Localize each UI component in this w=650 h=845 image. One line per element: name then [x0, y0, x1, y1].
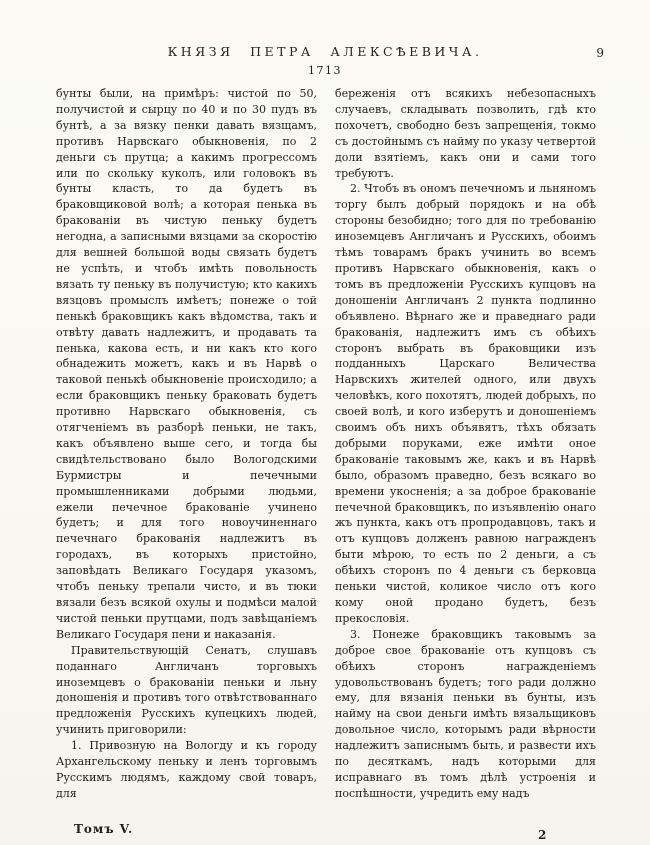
text-columns: [56, 86, 597, 820]
left-column: [56, 86, 317, 820]
paragraph: бунты были, на примѣръ: чистой по 50, получистой и сырцу по 40 и по 30 пудъ въ бунтѣ, а за вязку пенки давать вязщамъ, противъ Нарвскаго обыкновенія, по 2 деньги съ прутца; а какимъ прогрессомъ или по скольку куколъ, или головокъ въ бунты класть, то да будетъ въ браковщиковой волѣ; а которая пенька въ бракованіи въ чистую пеньку будетъ негодна, а записными вязцами за скоростію для вешней большой воды связать будетъ не успѣть, и чтобъ имѣть повольность вязать ту пеньку въ получистую; кто какихъ вязцовъ промыслъ имѣетъ; понеже о той пенькѣ браковщикъ какъ вѣдомства, такъ и отвѣту давать надлежитъ, и продавать та пенька, какова есть, и ни какъ кто кого обнадежить можетъ, какъ и въ Нарвѣ о таковой пенькѣ обыкновеніе происходило; а если браковщикъ пеньку браковать будетъ противно Нарвскаго обыкновенія, съ отягченіемъ въ разборѣ пеньки, не такъ, какъ объявлено выше сего, и тогда бы свидѣтельствовано было Вологодскими Бурмистры и печечными промышленниками добрыми людьми, ежели печечное бракованіе учинено будетъ; и для того новоучиненнаго печечнаго бракованія надлежитъ въ городахъ, въ которыхъ пристойно, заповѣдать Великаго Государя указомъ, чтобъ пеньку трепали чисто, и въ тюки вязали безъ всякой охулы и подмѣси малой чистой пеньки прутцами, подъ завѣщаніемъ Великаго Государя пени и наказанія.: [56, 87, 317, 641]
year-heading: 1713: [308, 64, 342, 77]
paragraph: 3. Понеже браковщикъ таковымъ за доброе свое бракованіе отъ купцовъ съ обѣихъ сторонъ награжденіемъ удовольствованъ будетъ; того ради должно ему, для вязанія пеньки въ бунты, изъ найму на свои деньги имѣть вязальщиковъ довольное число, которымъ ради вѣрности надлежитъ записнымъ быть, и развести ихъ по десяткамъ, надъ которыми для исправнаго въ томъ дѣлѣ устроенія и поспѣшности, учредить ему надъ: [335, 627, 596, 800]
volume-label: Томъ V.: [74, 822, 134, 836]
paragraph: береженія отъ всякихъ небезопасныхъ случаевъ, складывать позволить, гдѣ кто похочетъ, свободно безъ запрещенія, токмо съ достойнымъ съ найму по указу четвертой доли взятіемъ, какъ они и сами того требуютъ.: [335, 87, 596, 180]
running-head: [0, 44, 650, 59]
paragraph: 2. Чтобъ въ ономъ печечномъ и льняномъ торгу былъ добрый порядокъ и на обѣ стороны безобидно; того для по требованію иноземцевъ Англичанъ и Русскихъ, обоимъ тѣмъ товарамъ бракъ учинить во всемъ противъ Нарвскаго обыкновенія, какъ о томъ въ предложеніи Русскихъ купцовъ на доношеніи Англичанъ 2 пункта подлинно объявлено. Вѣрнаго же и праведнаго ради бракованія, надлежитъ имъ съ обѣихъ сторонъ выбрать въ браковщики изъ подданныхъ Царскаго Величества Нарвскихъ жителей одного, или двухъ человѣкъ, кого похотятъ, людей добрыхъ, по своей волѣ, и кого изберутъ и доношеніемъ своимъ объ нихъ объявятъ, тѣхъ обязать добрыми поруками, еже имѣти оное бракованіе таковымъ же, какъ и въ Нарвѣ было, образомъ праведно, безъ всякаго во времени укосненія; а за доброе бракованіе печечной браковщикъ, по изъявленію онаго жъ пункта, какъ отъ пропродавцовъ, такъ и отъ купцовъ долженъ равною награжденъ быти мѣрою, то есть по 2 деньги, а съ обѣихъ сторонъ по 4 деньги съ берковца пеньки чистой, коликое число отъ кого кому оной продано будетъ, безъ прекословія.: [335, 182, 596, 625]
running-title: КНЯЗЯ ПЕТРА АЛЕКСѢЕВИЧА.: [167, 44, 483, 59]
paragraph: 1. Привозную на Вологду и къ городу Архангельскому пеньку и ленъ торговымъ Русскимъ людямъ, каждому свой товаръ, для: [56, 739, 317, 800]
page-number: 9: [596, 46, 604, 60]
paragraph: Правительствующій Сенатъ, слушавъ поданнаго Англичанъ торговыхъ иноземцевъ о бракованіи пеньки и льну доношенія и противъ того отвѣтствованнаго предложенія Русскихъ купецкихъ людей, учинить приговорили:: [56, 643, 317, 737]
signature-mark: 2: [538, 828, 547, 842]
right-column: [335, 86, 596, 820]
